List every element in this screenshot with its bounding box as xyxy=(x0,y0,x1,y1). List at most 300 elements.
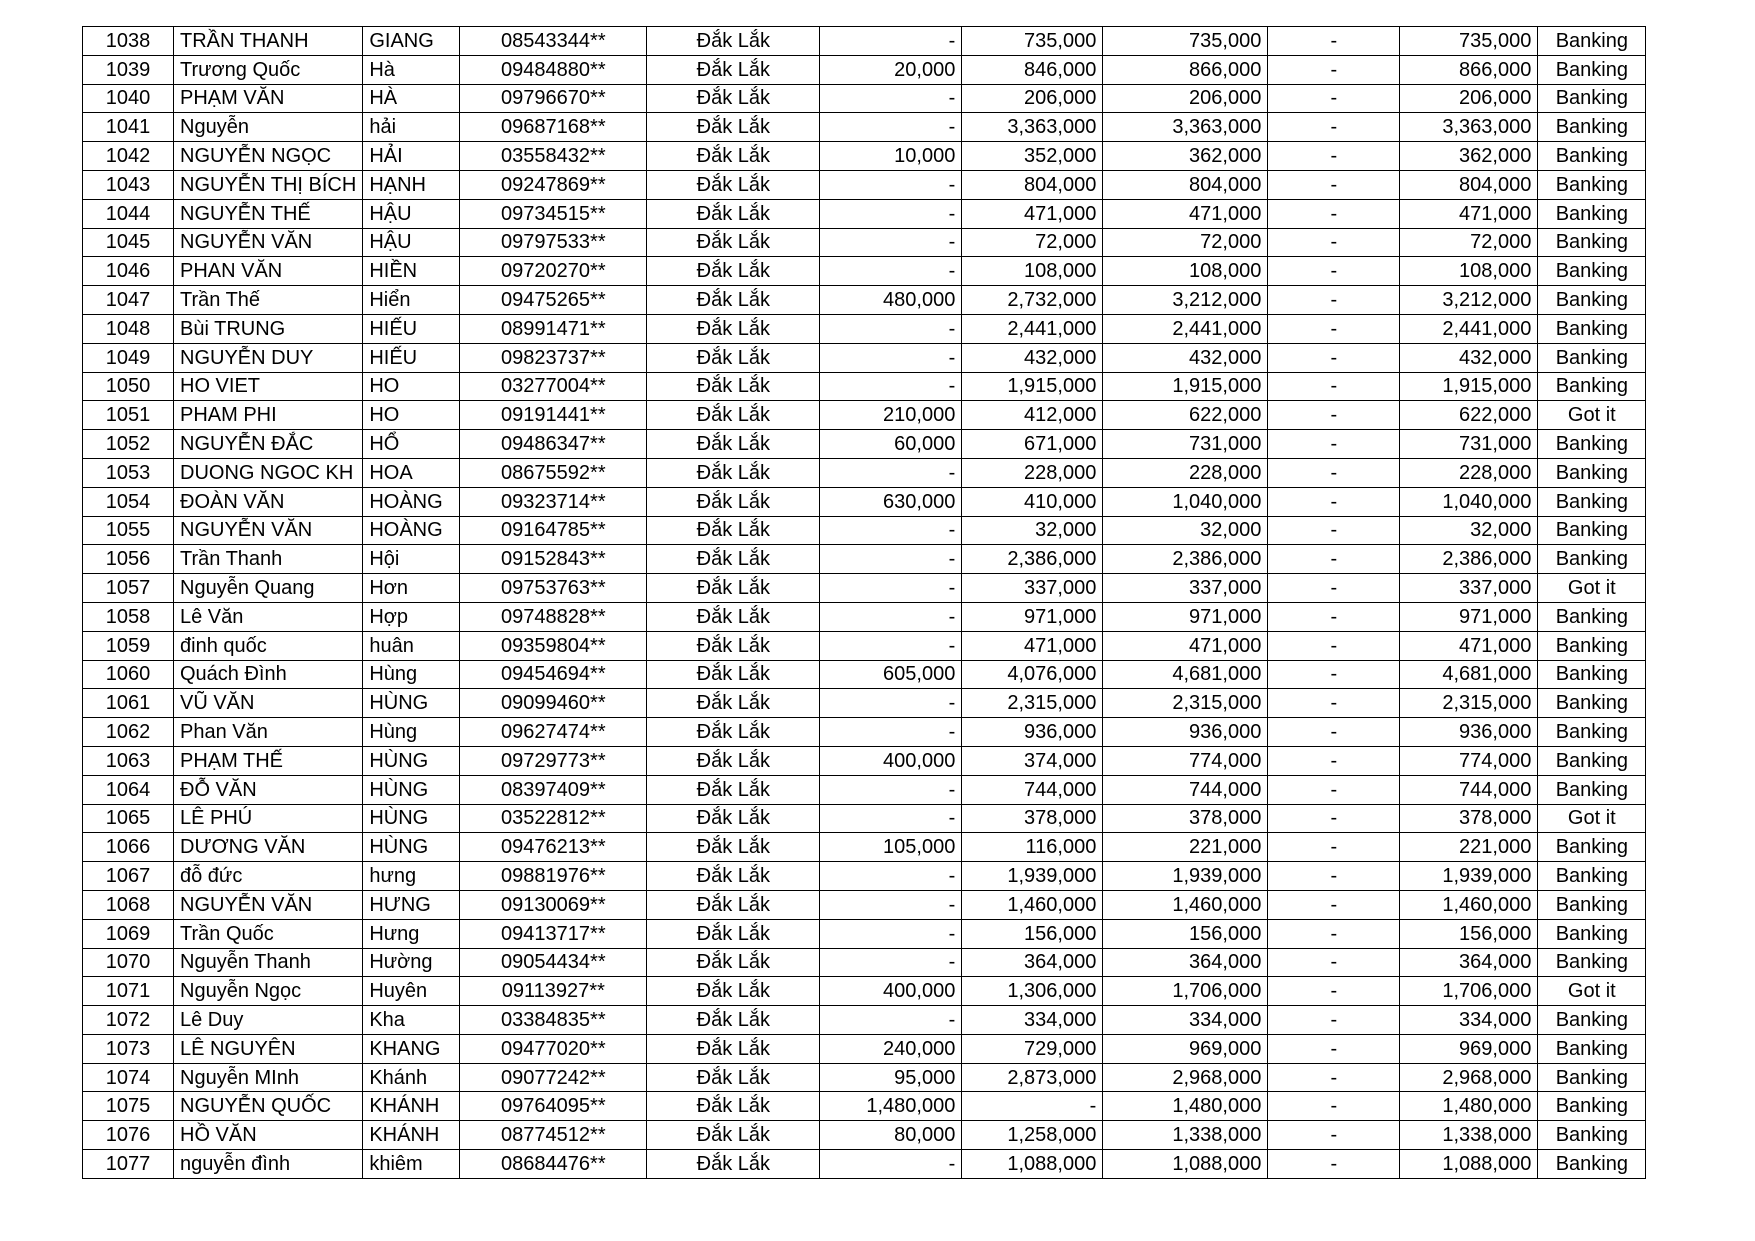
table-row xyxy=(83,199,1646,228)
first-name-cell: HÙNG xyxy=(363,689,460,718)
first-name-cell: HẬU xyxy=(363,199,460,228)
row-number-cell: 1071 xyxy=(83,977,174,1006)
paid-amount-cell: 206,000 xyxy=(1400,84,1538,113)
amount-a-cell: - xyxy=(820,804,962,833)
paid-amount-cell: 622,000 xyxy=(1400,401,1538,430)
deduction-cell: - xyxy=(1268,574,1400,603)
amount-a-cell: - xyxy=(820,919,962,948)
table-row xyxy=(83,1034,1646,1063)
total-amount-cell: 936,000 xyxy=(1103,718,1268,747)
row-number-cell: 1073 xyxy=(83,1034,174,1063)
amount-b-cell: 804,000 xyxy=(962,170,1103,199)
last-name-cell: ĐỖ VĂN xyxy=(174,775,363,804)
paid-amount-cell: 735,000 xyxy=(1400,27,1538,56)
amount-a-cell: - xyxy=(820,84,962,113)
paid-amount-cell: 156,000 xyxy=(1400,919,1538,948)
total-amount-cell: 378,000 xyxy=(1103,804,1268,833)
total-amount-cell: 72,000 xyxy=(1103,228,1268,257)
total-amount-cell: 969,000 xyxy=(1103,1034,1268,1063)
last-name-cell: Phan Văn xyxy=(174,718,363,747)
total-amount-cell: 731,000 xyxy=(1103,430,1268,459)
payment-method-cell: Banking xyxy=(1538,84,1646,113)
phone-cell: 08991471** xyxy=(460,314,647,343)
last-name-cell: PHẠM THẾ xyxy=(174,746,363,775)
row-number-cell: 1058 xyxy=(83,602,174,631)
province-cell: Đắk Lắk xyxy=(647,1006,820,1035)
table-row xyxy=(83,55,1646,84)
amount-b-cell: 3,363,000 xyxy=(962,113,1103,142)
phone-cell: 09797533** xyxy=(460,228,647,257)
amount-a-cell: 20,000 xyxy=(820,55,962,84)
amount-b-cell: 352,000 xyxy=(962,142,1103,171)
total-amount-cell: 1,460,000 xyxy=(1103,890,1268,919)
payment-method-cell: Got it xyxy=(1538,574,1646,603)
amount-b-cell: 374,000 xyxy=(962,746,1103,775)
table-row xyxy=(83,487,1646,516)
amount-a-cell: 60,000 xyxy=(820,430,962,459)
province-cell: Đắk Lắk xyxy=(647,113,820,142)
amount-b-cell: 1,258,000 xyxy=(962,1121,1103,1150)
deduction-cell: - xyxy=(1268,55,1400,84)
payment-method-cell: Banking xyxy=(1538,228,1646,257)
paid-amount-cell: 3,363,000 xyxy=(1400,113,1538,142)
province-cell: Đắk Lắk xyxy=(647,372,820,401)
deduction-cell: - xyxy=(1268,487,1400,516)
last-name-cell: Nguyễn Quang xyxy=(174,574,363,603)
deduction-cell: - xyxy=(1268,516,1400,545)
deduction-cell: - xyxy=(1268,919,1400,948)
province-cell: Đắk Lắk xyxy=(647,286,820,315)
total-amount-cell: 2,386,000 xyxy=(1103,545,1268,574)
phone-cell: 09413717** xyxy=(460,919,647,948)
payment-method-cell: Banking xyxy=(1538,27,1646,56)
total-amount-cell: 2,441,000 xyxy=(1103,314,1268,343)
total-amount-cell: 2,968,000 xyxy=(1103,1063,1268,1092)
table-row xyxy=(83,660,1646,689)
table-row xyxy=(83,631,1646,660)
amount-a-cell: - xyxy=(820,314,962,343)
province-cell: Đắk Lắk xyxy=(647,314,820,343)
payment-method-cell: Banking xyxy=(1538,142,1646,171)
deduction-cell: - xyxy=(1268,372,1400,401)
last-name-cell: HỒ VĂN xyxy=(174,1121,363,1150)
amount-b-cell: 378,000 xyxy=(962,804,1103,833)
phone-cell: 09477020** xyxy=(460,1034,647,1063)
payment-method-cell: Banking xyxy=(1538,170,1646,199)
deduction-cell: - xyxy=(1268,84,1400,113)
row-number-cell: 1074 xyxy=(83,1063,174,1092)
table-row xyxy=(83,775,1646,804)
document-page xyxy=(82,26,1646,1179)
province-cell: Đắk Lắk xyxy=(647,1092,820,1121)
phone-cell: 09454694** xyxy=(460,660,647,689)
paid-amount-cell: 228,000 xyxy=(1400,458,1538,487)
deduction-cell: - xyxy=(1268,602,1400,631)
paid-amount-cell: 221,000 xyxy=(1400,833,1538,862)
amount-b-cell: 729,000 xyxy=(962,1034,1103,1063)
amount-b-cell: 2,873,000 xyxy=(962,1063,1103,1092)
deduction-cell: - xyxy=(1268,257,1400,286)
first-name-cell: KHANG xyxy=(363,1034,460,1063)
first-name-cell: Hường xyxy=(363,948,460,977)
payment-method-cell: Banking xyxy=(1538,1063,1646,1092)
table-row xyxy=(83,372,1646,401)
first-name-cell: HẬU xyxy=(363,228,460,257)
paid-amount-cell: 2,315,000 xyxy=(1400,689,1538,718)
province-cell: Đắk Lắk xyxy=(647,516,820,545)
total-amount-cell: 971,000 xyxy=(1103,602,1268,631)
row-number-cell: 1067 xyxy=(83,862,174,891)
table-row xyxy=(83,746,1646,775)
phone-cell: 09486347** xyxy=(460,430,647,459)
row-number-cell: 1072 xyxy=(83,1006,174,1035)
paid-amount-cell: 804,000 xyxy=(1400,170,1538,199)
payment-method-cell: Banking xyxy=(1538,257,1646,286)
table-row xyxy=(83,718,1646,747)
table-row xyxy=(83,1063,1646,1092)
province-cell: Đắk Lắk xyxy=(647,1121,820,1150)
payment-method-cell: Banking xyxy=(1538,458,1646,487)
deduction-cell: - xyxy=(1268,718,1400,747)
phone-cell: 09687168** xyxy=(460,113,647,142)
table-row xyxy=(83,977,1646,1006)
phone-cell: 09764095** xyxy=(460,1092,647,1121)
phone-cell: 09359804** xyxy=(460,631,647,660)
table-row xyxy=(83,804,1646,833)
paid-amount-cell: 378,000 xyxy=(1400,804,1538,833)
phone-cell: 09734515** xyxy=(460,199,647,228)
phone-cell: 09748828** xyxy=(460,602,647,631)
province-cell: Đắk Lắk xyxy=(647,631,820,660)
payment-method-cell: Got it xyxy=(1538,804,1646,833)
amount-a-cell: - xyxy=(820,689,962,718)
deduction-cell: - xyxy=(1268,27,1400,56)
last-name-cell: Lê Văn xyxy=(174,602,363,631)
first-name-cell: HIỀN xyxy=(363,257,460,286)
total-amount-cell: 1,915,000 xyxy=(1103,372,1268,401)
amount-a-cell: - xyxy=(820,113,962,142)
paid-amount-cell: 936,000 xyxy=(1400,718,1538,747)
deduction-cell: - xyxy=(1268,977,1400,1006)
table-row xyxy=(83,574,1646,603)
deduction-cell: - xyxy=(1268,833,1400,862)
amount-a-cell: 480,000 xyxy=(820,286,962,315)
row-number-cell: 1062 xyxy=(83,718,174,747)
amount-b-cell: 4,076,000 xyxy=(962,660,1103,689)
payment-method-cell: Banking xyxy=(1538,660,1646,689)
row-number-cell: 1061 xyxy=(83,689,174,718)
province-cell: Đắk Lắk xyxy=(647,27,820,56)
total-amount-cell: 744,000 xyxy=(1103,775,1268,804)
last-name-cell: NGUYỄN VĂN xyxy=(174,890,363,919)
paid-amount-cell: 4,681,000 xyxy=(1400,660,1538,689)
paid-amount-cell: 3,212,000 xyxy=(1400,286,1538,315)
payment-method-cell: Banking xyxy=(1538,631,1646,660)
first-name-cell: hải xyxy=(363,113,460,142)
first-name-cell: GIANG xyxy=(363,27,460,56)
total-amount-cell: 362,000 xyxy=(1103,142,1268,171)
last-name-cell: nguyễn đình xyxy=(174,1150,363,1179)
row-number-cell: 1049 xyxy=(83,343,174,372)
amount-b-cell: 337,000 xyxy=(962,574,1103,603)
amount-a-cell: 210,000 xyxy=(820,401,962,430)
phone-cell: 09191441** xyxy=(460,401,647,430)
table-row xyxy=(83,27,1646,56)
phone-cell: 03277004** xyxy=(460,372,647,401)
payment-method-cell: Banking xyxy=(1538,1150,1646,1179)
province-cell: Đắk Lắk xyxy=(647,545,820,574)
row-number-cell: 1040 xyxy=(83,84,174,113)
total-amount-cell: 228,000 xyxy=(1103,458,1268,487)
table-body xyxy=(83,27,1646,1179)
total-amount-cell: 1,338,000 xyxy=(1103,1121,1268,1150)
row-number-cell: 1053 xyxy=(83,458,174,487)
phone-cell: 09753763** xyxy=(460,574,647,603)
table-row xyxy=(83,890,1646,919)
row-number-cell: 1076 xyxy=(83,1121,174,1150)
deduction-cell: - xyxy=(1268,1034,1400,1063)
paid-amount-cell: 337,000 xyxy=(1400,574,1538,603)
province-cell: Đắk Lắk xyxy=(647,343,820,372)
paid-amount-cell: 1,480,000 xyxy=(1400,1092,1538,1121)
deduction-cell: - xyxy=(1268,890,1400,919)
paid-amount-cell: 1,460,000 xyxy=(1400,890,1538,919)
last-name-cell: Trần Thế xyxy=(174,286,363,315)
amount-a-cell: - xyxy=(820,631,962,660)
amount-b-cell: 1,088,000 xyxy=(962,1150,1103,1179)
phone-cell: 08684476** xyxy=(460,1150,647,1179)
province-cell: Đắk Lắk xyxy=(647,775,820,804)
amount-b-cell: 1,460,000 xyxy=(962,890,1103,919)
paid-amount-cell: 108,000 xyxy=(1400,257,1538,286)
province-cell: Đắk Lắk xyxy=(647,833,820,862)
phone-cell: 08543344** xyxy=(460,27,647,56)
row-number-cell: 1060 xyxy=(83,660,174,689)
paid-amount-cell: 731,000 xyxy=(1400,430,1538,459)
payment-method-cell: Banking xyxy=(1538,487,1646,516)
table-row xyxy=(83,170,1646,199)
deduction-cell: - xyxy=(1268,746,1400,775)
province-cell: Đắk Lắk xyxy=(647,401,820,430)
deduction-cell: - xyxy=(1268,545,1400,574)
payment-method-cell: Banking xyxy=(1538,833,1646,862)
phone-cell: 09729773** xyxy=(460,746,647,775)
province-cell: Đắk Lắk xyxy=(647,55,820,84)
paid-amount-cell: 866,000 xyxy=(1400,55,1538,84)
first-name-cell: HIẾU xyxy=(363,314,460,343)
province-cell: Đắk Lắk xyxy=(647,689,820,718)
total-amount-cell: 432,000 xyxy=(1103,343,1268,372)
amount-b-cell: 471,000 xyxy=(962,631,1103,660)
payment-method-cell: Banking xyxy=(1538,343,1646,372)
deduction-cell: - xyxy=(1268,862,1400,891)
amount-b-cell: 2,386,000 xyxy=(962,545,1103,574)
amount-a-cell: - xyxy=(820,574,962,603)
phone-cell: 09323714** xyxy=(460,487,647,516)
deduction-cell: - xyxy=(1268,1006,1400,1035)
first-name-cell: hưng xyxy=(363,862,460,891)
table-row xyxy=(83,401,1646,430)
first-name-cell: HOA xyxy=(363,458,460,487)
payment-method-cell: Banking xyxy=(1538,689,1646,718)
amount-a-cell: 400,000 xyxy=(820,746,962,775)
first-name-cell: Hiển xyxy=(363,286,460,315)
deduction-cell: - xyxy=(1268,948,1400,977)
last-name-cell: PHAM PHI xyxy=(174,401,363,430)
amount-a-cell: 240,000 xyxy=(820,1034,962,1063)
amount-a-cell: - xyxy=(820,948,962,977)
first-name-cell: HỔ xyxy=(363,430,460,459)
phone-cell: 09130069** xyxy=(460,890,647,919)
paid-amount-cell: 334,000 xyxy=(1400,1006,1538,1035)
amount-b-cell: 735,000 xyxy=(962,27,1103,56)
amount-b-cell: 1,306,000 xyxy=(962,977,1103,1006)
phone-cell: 03522812** xyxy=(460,804,647,833)
table-row xyxy=(83,919,1646,948)
phone-cell: 03558432** xyxy=(460,142,647,171)
first-name-cell: Hùng xyxy=(363,660,460,689)
deduction-cell: - xyxy=(1268,1150,1400,1179)
total-amount-cell: 364,000 xyxy=(1103,948,1268,977)
amount-a-cell: - xyxy=(820,718,962,747)
row-number-cell: 1068 xyxy=(83,890,174,919)
amount-a-cell: - xyxy=(820,372,962,401)
first-name-cell: HÙNG xyxy=(363,775,460,804)
amount-a-cell: 80,000 xyxy=(820,1121,962,1150)
paid-amount-cell: 32,000 xyxy=(1400,516,1538,545)
paid-amount-cell: 1,939,000 xyxy=(1400,862,1538,891)
payment-method-cell: Got it xyxy=(1538,401,1646,430)
payment-method-cell: Banking xyxy=(1538,314,1646,343)
total-amount-cell: 622,000 xyxy=(1103,401,1268,430)
amount-b-cell: 936,000 xyxy=(962,718,1103,747)
amount-b-cell: 2,441,000 xyxy=(962,314,1103,343)
paid-amount-cell: 432,000 xyxy=(1400,343,1538,372)
last-name-cell: NGUYỄN THỊ BÍCH xyxy=(174,170,363,199)
first-name-cell: Khánh xyxy=(363,1063,460,1092)
deduction-cell: - xyxy=(1268,314,1400,343)
last-name-cell: NGUYỄN VĂN xyxy=(174,228,363,257)
row-number-cell: 1065 xyxy=(83,804,174,833)
amount-a-cell: - xyxy=(820,1150,962,1179)
payment-method-cell: Banking xyxy=(1538,862,1646,891)
amount-a-cell: - xyxy=(820,775,962,804)
deduction-cell: - xyxy=(1268,401,1400,430)
province-cell: Đắk Lắk xyxy=(647,919,820,948)
table-row xyxy=(83,545,1646,574)
first-name-cell: Hưng xyxy=(363,919,460,948)
last-name-cell: Nguyễn xyxy=(174,113,363,142)
last-name-cell: DUONG NGOC KH xyxy=(174,458,363,487)
deduction-cell: - xyxy=(1268,458,1400,487)
payment-table xyxy=(82,26,1646,1179)
phone-cell: 09627474** xyxy=(460,718,647,747)
amount-b-cell: 410,000 xyxy=(962,487,1103,516)
total-amount-cell: 108,000 xyxy=(1103,257,1268,286)
amount-b-cell: 432,000 xyxy=(962,343,1103,372)
amount-a-cell: 95,000 xyxy=(820,1063,962,1092)
amount-a-cell: 105,000 xyxy=(820,833,962,862)
paid-amount-cell: 1,338,000 xyxy=(1400,1121,1538,1150)
last-name-cell: PHAN VĂN xyxy=(174,257,363,286)
province-cell: Đắk Lắk xyxy=(647,574,820,603)
total-amount-cell: 32,000 xyxy=(1103,516,1268,545)
province-cell: Đắk Lắk xyxy=(647,487,820,516)
deduction-cell: - xyxy=(1268,170,1400,199)
total-amount-cell: 3,212,000 xyxy=(1103,286,1268,315)
last-name-cell: DƯƠNG VĂN xyxy=(174,833,363,862)
phone-cell: 08774512** xyxy=(460,1121,647,1150)
amount-b-cell: 2,315,000 xyxy=(962,689,1103,718)
table-row xyxy=(83,948,1646,977)
total-amount-cell: 206,000 xyxy=(1103,84,1268,113)
payment-method-cell: Banking xyxy=(1538,1121,1646,1150)
row-number-cell: 1075 xyxy=(83,1092,174,1121)
last-name-cell: NGUYỄN NGỌC xyxy=(174,142,363,171)
row-number-cell: 1047 xyxy=(83,286,174,315)
last-name-cell: PHẠM VĂN xyxy=(174,84,363,113)
last-name-cell: Trần Quốc xyxy=(174,919,363,948)
amount-b-cell: 206,000 xyxy=(962,84,1103,113)
first-name-cell: Hà xyxy=(363,55,460,84)
first-name-cell: HIẾU xyxy=(363,343,460,372)
province-cell: Đắk Lắk xyxy=(647,862,820,891)
province-cell: Đắk Lắk xyxy=(647,1034,820,1063)
payment-method-cell: Banking xyxy=(1538,919,1646,948)
amount-b-cell: 156,000 xyxy=(962,919,1103,948)
table-row xyxy=(83,833,1646,862)
row-number-cell: 1046 xyxy=(83,257,174,286)
payment-method-cell: Banking xyxy=(1538,1006,1646,1035)
total-amount-cell: 2,315,000 xyxy=(1103,689,1268,718)
last-name-cell: NGUYỄN VĂN xyxy=(174,516,363,545)
last-name-cell: Nguyễn Thanh xyxy=(174,948,363,977)
payment-method-cell: Banking xyxy=(1538,746,1646,775)
table-row xyxy=(83,113,1646,142)
province-cell: Đắk Lắk xyxy=(647,746,820,775)
last-name-cell: Nguyễn Ngọc xyxy=(174,977,363,1006)
first-name-cell: Hơn xyxy=(363,574,460,603)
row-number-cell: 1059 xyxy=(83,631,174,660)
payment-method-cell: Banking xyxy=(1538,1034,1646,1063)
province-cell: Đắk Lắk xyxy=(647,602,820,631)
table-row xyxy=(83,286,1646,315)
phone-cell: 09881976** xyxy=(460,862,647,891)
paid-amount-cell: 774,000 xyxy=(1400,746,1538,775)
amount-a-cell: - xyxy=(820,1006,962,1035)
table-row xyxy=(83,142,1646,171)
amount-a-cell: - xyxy=(820,170,962,199)
amount-a-cell: 605,000 xyxy=(820,660,962,689)
row-number-cell: 1048 xyxy=(83,314,174,343)
first-name-cell: HÙNG xyxy=(363,746,460,775)
deduction-cell: - xyxy=(1268,660,1400,689)
province-cell: Đắk Lắk xyxy=(647,718,820,747)
amount-b-cell: 671,000 xyxy=(962,430,1103,459)
first-name-cell: Kha xyxy=(363,1006,460,1035)
table-row xyxy=(83,602,1646,631)
total-amount-cell: 4,681,000 xyxy=(1103,660,1268,689)
deduction-cell: - xyxy=(1268,199,1400,228)
first-name-cell: huân xyxy=(363,631,460,660)
payment-method-cell: Banking xyxy=(1538,948,1646,977)
table-row xyxy=(83,257,1646,286)
province-cell: Đắk Lắk xyxy=(647,170,820,199)
row-number-cell: 1069 xyxy=(83,919,174,948)
amount-a-cell: 630,000 xyxy=(820,487,962,516)
phone-cell: 09484880** xyxy=(460,55,647,84)
table-row xyxy=(83,228,1646,257)
